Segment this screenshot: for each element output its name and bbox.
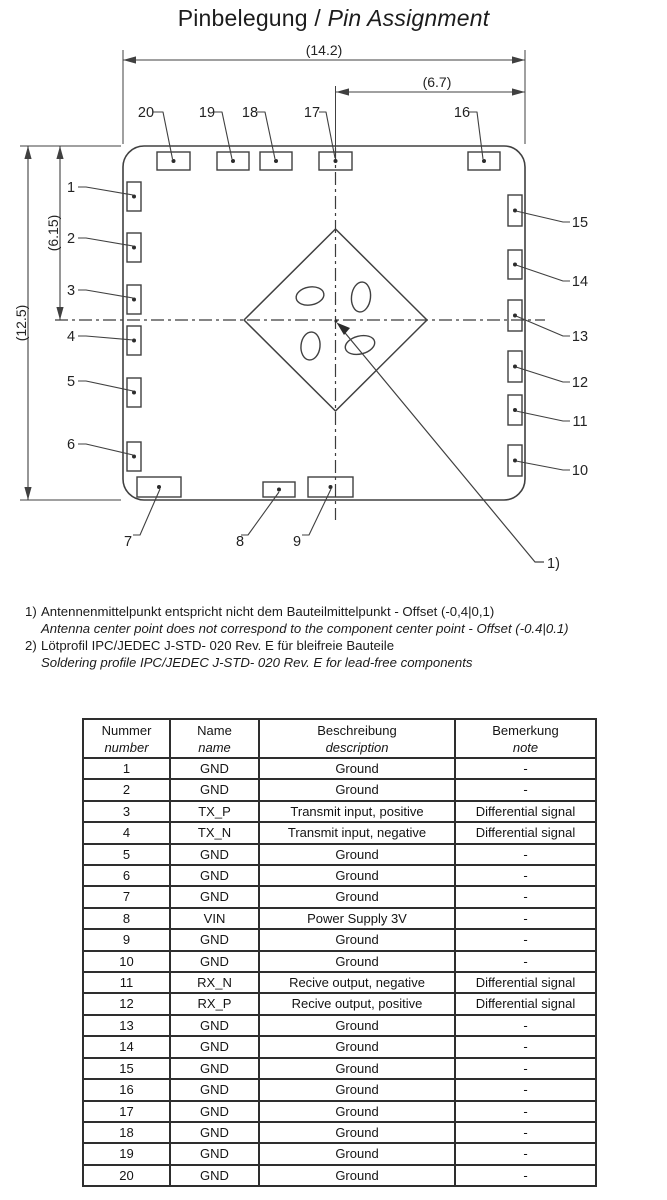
cell-number: 19 — [83, 1143, 170, 1164]
cell-note: - — [455, 865, 596, 886]
dimension-lines — [28, 60, 525, 500]
pin-label-20: 20 — [137, 105, 155, 121]
antenna-center-leader — [337, 323, 545, 563]
cell-note: - — [455, 1122, 596, 1143]
cell-number: 8 — [83, 908, 170, 929]
cell-number: 14 — [83, 1036, 170, 1057]
cell-description: Ground — [259, 1165, 455, 1186]
col-header-number-de: Nummer — [101, 722, 152, 738]
dim-total-height-label: (12.5) — [13, 304, 29, 342]
centerlines — [55, 148, 545, 520]
col-header-description-de: Beschreibung — [317, 722, 397, 738]
cell-description: Ground — [259, 1122, 455, 1143]
pin-label-1: 1 — [66, 180, 76, 196]
cell-number: 12 — [83, 993, 170, 1014]
cell-name: GND — [170, 1122, 259, 1143]
cell-note: - — [455, 758, 596, 779]
cell-note: - — [455, 1079, 596, 1100]
cell-note: Differential signal — [455, 822, 596, 843]
col-header-description — [259, 719, 455, 758]
footnotes — [25, 603, 569, 671]
pin-table-body — [83, 758, 596, 1186]
cell-name: RX_P — [170, 993, 259, 1014]
cell-note: Differential signal — [455, 801, 596, 822]
pin-table-row — [83, 1143, 596, 1164]
cell-number: 15 — [83, 1058, 170, 1079]
pin-table-row — [83, 951, 596, 972]
pin-table-row — [83, 1165, 596, 1186]
footnote-2-number: 2) — [25, 638, 37, 653]
cell-note: - — [455, 886, 596, 907]
col-header-name-de: Name — [197, 722, 232, 738]
cell-note: - — [455, 908, 596, 929]
pin-table — [82, 718, 597, 1187]
pin-label-2: 2 — [66, 231, 76, 247]
footnote-1-number: 1) — [25, 604, 37, 619]
cell-note: - — [455, 929, 596, 950]
cell-description: Ground — [259, 886, 455, 907]
cell-description: Ground — [259, 1058, 455, 1079]
pin-pads — [127, 152, 522, 497]
cell-description: Ground — [259, 1015, 455, 1036]
cell-description: Ground — [259, 929, 455, 950]
extension-lines — [20, 50, 525, 500]
pin-label-8: 8 — [235, 534, 245, 550]
cell-name: RX_N — [170, 972, 259, 993]
cell-number: 13 — [83, 1015, 170, 1036]
dim-right-half-width-label: (6.7) — [422, 74, 452, 90]
pin-table-row — [83, 886, 596, 907]
cell-number: 6 — [83, 865, 170, 886]
cell-name: GND — [170, 886, 259, 907]
cell-number: 17 — [83, 1101, 170, 1122]
cell-note: - — [455, 1165, 596, 1186]
cell-description: Ground — [259, 951, 455, 972]
pin-pad-dots — [132, 159, 517, 492]
col-header-name-en: name — [198, 739, 231, 755]
footnote-2-text-de: Lötprofil IPC/JEDEC J-STD- 020 Rev. E für bleifreie Bauteile — [41, 638, 395, 653]
pin-table-row — [83, 1079, 596, 1100]
pin-table-row — [83, 801, 596, 822]
pin-table-row — [83, 1058, 596, 1079]
cell-description: Transmit input, positive — [259, 801, 455, 822]
cell-note: - — [455, 951, 596, 972]
pin-table-row — [83, 865, 596, 886]
pin-table-header-row — [83, 719, 596, 758]
footnote-2 — [25, 637, 569, 671]
pin-table-row — [83, 1122, 596, 1143]
cell-description: Ground — [259, 1143, 455, 1164]
cell-name: GND — [170, 844, 259, 865]
antenna-footnote-ref-label: 1) — [547, 556, 560, 572]
cell-name: GND — [170, 1015, 259, 1036]
cell-note: - — [455, 779, 596, 800]
antenna-slot-bottom-left — [300, 331, 322, 361]
footnote-1-text-de: Antennenmittelpunkt entspricht nicht dem Bauteilmittelpunkt - Offset (-0,4|0,1) — [41, 604, 495, 619]
pin-table-row — [83, 1036, 596, 1057]
cell-number: 5 — [83, 844, 170, 865]
cell-description: Recive output, positive — [259, 993, 455, 1014]
pin-table-row — [83, 1101, 596, 1122]
col-header-number-en: number — [104, 739, 149, 755]
pin-label-19: 19 — [198, 105, 216, 121]
pin-table-row — [83, 1015, 596, 1036]
cell-number: 2 — [83, 779, 170, 800]
cell-number: 3 — [83, 801, 170, 822]
cell-name: GND — [170, 865, 259, 886]
col-header-description-en: description — [325, 739, 389, 755]
cell-description: Recive output, negative — [259, 972, 455, 993]
pin-label-10: 10 — [571, 463, 589, 479]
pin-table-row — [83, 844, 596, 865]
pin-label-13: 13 — [571, 329, 589, 345]
pin-label-17: 17 — [303, 105, 321, 121]
cell-name: GND — [170, 758, 259, 779]
cell-description: Transmit input, negative — [259, 822, 455, 843]
cell-name: GND — [170, 929, 259, 950]
pin-label-5: 5 — [66, 374, 76, 390]
pin-table-row — [83, 972, 596, 993]
cell-description: Power Supply 3V — [259, 908, 455, 929]
antenna-slot-top-right — [350, 281, 372, 313]
package-outline — [123, 146, 525, 500]
dimension-arrows — [24, 56, 525, 500]
cell-number: 20 — [83, 1165, 170, 1186]
cell-name: GND — [170, 1101, 259, 1122]
cell-note: - — [455, 1101, 596, 1122]
pin-table-row — [83, 822, 596, 843]
page-title-en: Pin Assignment — [327, 5, 490, 31]
cell-name: GND — [170, 1165, 259, 1186]
cell-note: - — [455, 1015, 596, 1036]
footnote-1-text-en: Antenna center point does not correspond to the component center point - Offset (-0.4|0.1) — [41, 621, 569, 636]
cell-name: VIN — [170, 908, 259, 929]
cell-name: TX_P — [170, 801, 259, 822]
cell-description: Ground — [259, 865, 455, 886]
cell-note: Differential signal — [455, 993, 596, 1014]
cell-name: GND — [170, 1079, 259, 1100]
pin-assignment-drawing — [0, 0, 667, 595]
cell-description: Ground — [259, 844, 455, 865]
page-title-de: Pinbelegung / — [177, 5, 321, 31]
cell-description: Ground — [259, 1036, 455, 1057]
cell-number: 9 — [83, 929, 170, 950]
cell-number: 16 — [83, 1079, 170, 1100]
pin-table-row — [83, 929, 596, 950]
cell-number: 18 — [83, 1122, 170, 1143]
cell-number: 10 — [83, 951, 170, 972]
cell-description: Ground — [259, 779, 455, 800]
pin-table-row — [83, 993, 596, 1014]
cell-note: - — [455, 844, 596, 865]
cell-note: - — [455, 1036, 596, 1057]
cell-number: 7 — [83, 886, 170, 907]
antenna-slot-top-left — [295, 285, 326, 308]
pin-label-3: 3 — [66, 283, 76, 299]
pin-label-6: 6 — [66, 437, 76, 453]
footnote-2-text-en: Soldering profile IPC/JEDEC J-STD- 020 Rev. E for lead-free components — [41, 655, 473, 670]
cell-number: 4 — [83, 822, 170, 843]
pin-label-15: 15 — [571, 215, 589, 231]
cell-name: GND — [170, 951, 259, 972]
cell-name: GND — [170, 1036, 259, 1057]
dim-upper-half-height-label: (6.15) — [45, 214, 61, 252]
pin-label-14: 14 — [571, 274, 589, 290]
cell-name: GND — [170, 1143, 259, 1164]
pin-label-11: 11 — [572, 414, 588, 430]
col-header-note-en: note — [512, 739, 539, 755]
cell-note: Differential signal — [455, 972, 596, 993]
pin-label-18: 18 — [241, 105, 259, 121]
cell-description: Ground — [259, 758, 455, 779]
col-header-note — [455, 719, 596, 758]
cell-note: - — [455, 1058, 596, 1079]
pin-label-12: 12 — [571, 375, 589, 391]
cell-number: 11 — [83, 972, 170, 993]
pin-label-16: 16 — [453, 105, 471, 121]
pin-labels — [67, 105, 588, 572]
pin-table-row — [83, 758, 596, 779]
pin-label-7: 7 — [123, 534, 133, 550]
cell-description: Ground — [259, 1101, 455, 1122]
col-header-name — [170, 719, 259, 758]
pin-table-row — [83, 779, 596, 800]
col-header-note-de: Bemerkung — [492, 722, 559, 738]
cell-description: Ground — [259, 1079, 455, 1100]
cell-note: - — [455, 1143, 596, 1164]
pin-leader-lines — [78, 112, 570, 535]
cell-name: TX_N — [170, 822, 259, 843]
cell-name: GND — [170, 1058, 259, 1079]
pin-label-9: 9 — [292, 534, 302, 550]
col-header-number — [83, 719, 170, 758]
cell-name: GND — [170, 779, 259, 800]
footnote-1 — [25, 603, 569, 637]
pin-label-4: 4 — [66, 329, 76, 345]
cell-number: 1 — [83, 758, 170, 779]
pin-table-row — [83, 908, 596, 929]
dim-total-width-label: (14.2) — [305, 42, 343, 58]
